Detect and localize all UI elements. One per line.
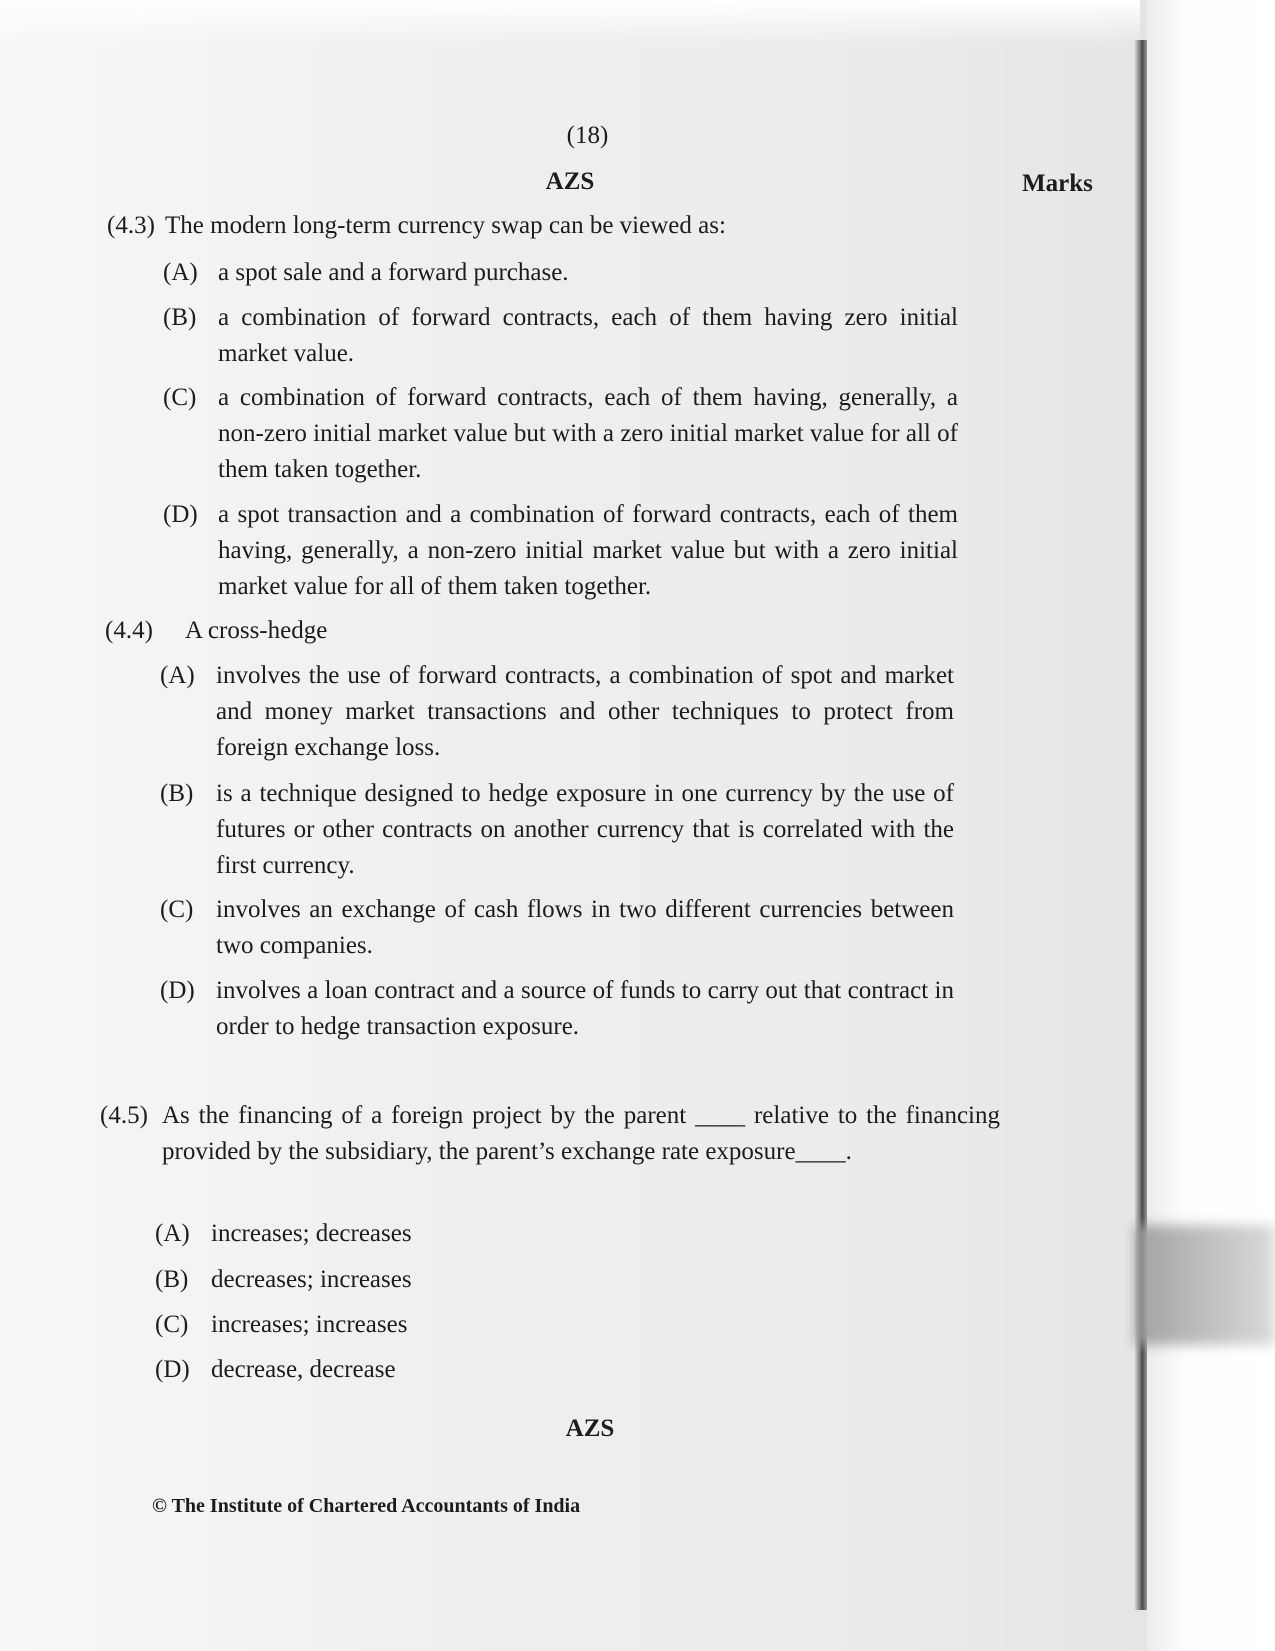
option-label: (A) [155,1220,190,1247]
option-text: is a technique designed to hedge exposure in one currency by the use of futures or other contracts on another currency that is correlated with the first currency. [216,780,954,879]
option-label: (B) [155,1266,189,1293]
option-label: (D) [155,1356,190,1383]
copyright-notice: © The Institute of Chartered Accountants of India [152,1495,581,1517]
paper-code-bottom: AZS [565,1415,615,1442]
option-text: involves an exchange of cash flows in two different currencies between two companies. [216,896,954,959]
question-4-4-stem: A cross-hedge [185,617,328,644]
scan-shadow-patch [1135,1225,1275,1345]
option-label: (C) [155,1311,189,1338]
option-label: (D) [163,501,198,528]
option-label: (B) [160,780,194,807]
option-label: (A) [163,259,198,286]
option-text: increases; increases [211,1311,408,1338]
marks-heading: Marks [1022,170,1093,197]
option-text: involves the use of forward contracts, a combination of spot and market and money market transactions and other techniques to protect from foreign exchange loss. [216,662,954,761]
option-text: a spot sale and a forward purchase. [218,259,569,286]
option-text: decrease, decrease [211,1356,396,1383]
paper-code-top: AZS [545,168,595,195]
option-text: involves a loan contract and a source of funds to carry out that contract in order to hedge transaction exposure. [216,977,954,1040]
top-fade [0,0,1140,45]
question-4-3-number: (4.3) [107,212,155,239]
question-4-5-number: (4.5) [100,1102,148,1129]
option-label: (A) [160,662,195,689]
page-number: (18) [566,122,609,149]
question-4-4-number: (4.4) [105,617,153,644]
page-margin-outside [1147,0,1275,1651]
option-text: a combination of forward contracts, each of them having, generally, a non-zero initial market value but with a zero initial market value for all of them taken together. [218,384,958,483]
option-text: decreases; increases [211,1266,412,1293]
option-label: (B) [163,304,197,331]
option-text: increases; decreases [211,1220,412,1247]
option-text: a spot transaction and a combination of forward contracts, each of them having, generally, a non-zero initial market value but with a zero initial market value for all of them taken together. [218,501,958,600]
page-fold-shadow [1135,40,1147,1610]
question-4-5-stem: As the financing of a foreign project by the parent ____ relative to the financing provided by the subsidiary, the parent’s exchange rate exposure____. [162,1102,1000,1165]
option-label: (D) [160,977,195,1004]
option-label: (C) [163,384,197,411]
question-4-3-stem: The modern long-term currency swap can be viewed as: [165,212,726,239]
option-label: (C) [160,896,194,923]
option-text: a combination of forward contracts, each of them having zero initial market value. [218,304,958,367]
